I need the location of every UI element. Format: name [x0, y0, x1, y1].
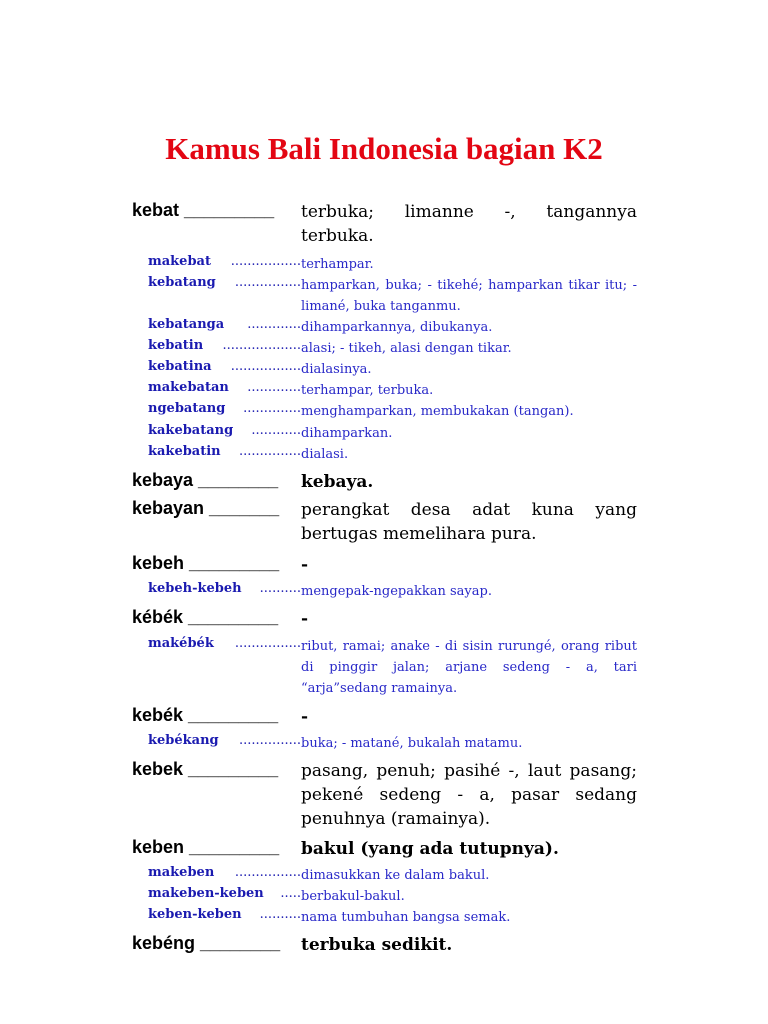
- subentry-word: kebatanga: [148, 317, 225, 332]
- subentry-word: kebatang: [148, 275, 216, 290]
- subentry-definition: dialasi.: [301, 447, 349, 462]
- subentry-word: kebatin: [148, 338, 204, 353]
- subentry-word: keben-keben: [148, 907, 242, 922]
- entry-definition: -: [301, 555, 309, 575]
- subentry-definition: dialasinya.: [301, 362, 372, 377]
- entry-definition: terbuka sedikit.: [301, 935, 453, 955]
- subentry-word: kebeh-kebeh: [148, 581, 242, 596]
- subentry-definition: terhampar.: [301, 257, 374, 272]
- subentry: [148, 359, 637, 380]
- subentry-word: kakebatin: [148, 444, 221, 459]
- subentry: [148, 886, 637, 907]
- subentry: [148, 444, 637, 465]
- entry-headword: kébék _________: [132, 607, 279, 627]
- entry-headword: kebaya ________: [132, 470, 279, 490]
- subentry-dots: ...............: [239, 444, 301, 459]
- subentry-dots: .................: [230, 359, 301, 374]
- entry-kebek-2: [132, 705, 637, 729]
- entry-headword: kebéng ________: [132, 933, 281, 953]
- subentry: [148, 401, 637, 422]
- subentry-dots: .............: [247, 380, 301, 395]
- subentry: [148, 907, 637, 928]
- subentry: [148, 733, 637, 754]
- subentry-dots: ............: [251, 423, 301, 438]
- subentry: [148, 636, 637, 699]
- entry-definition: -: [301, 609, 309, 629]
- subentry: [148, 581, 637, 602]
- subentry: [148, 380, 637, 401]
- subentry-definition: buka; - matané, bukalah matamu.: [301, 736, 523, 751]
- entry-headword: kebek _________: [132, 759, 279, 779]
- subentry-dots: ................: [234, 865, 301, 880]
- subentry-dots: ................: [234, 275, 301, 290]
- subentry-definition: berbakul-bakul.: [301, 889, 405, 904]
- subentry-definition: dihamparkan.: [301, 426, 393, 441]
- subentry-word: makebat: [148, 254, 211, 269]
- subentry-definition: dimasukkan ke dalam bakul.: [301, 868, 490, 883]
- subentry-dots: ................: [234, 636, 301, 651]
- subentry-definition: mengepak-ngepakkan sayap.: [301, 584, 492, 599]
- subentry-dots: ..........: [259, 581, 301, 596]
- subentry-word: makébék: [148, 636, 214, 651]
- entry-kebat: [132, 200, 637, 248]
- subentry-word: ngebatang: [148, 401, 226, 416]
- subentry-definition: ribut, ramai; anake - di sisin rurungé, orang ribut di pinggir jalan; arjane sedeng - a, tari “arja”sedang ramainya.: [301, 639, 637, 696]
- subentry-dots: ..............: [243, 401, 301, 416]
- entry-headword: kebayan _______: [132, 498, 280, 518]
- subentry-dots: ...............: [239, 733, 301, 748]
- subentry-definition: alasi; - tikeh, alasi dengan tikar.: [301, 341, 512, 356]
- entry-headword: keben _________: [132, 837, 280, 857]
- subentry-dots: ...................: [222, 338, 301, 353]
- entry-kebeng: [132, 933, 637, 957]
- entry-definition: terbuka; limanne -, tangannya terbuka.: [301, 202, 637, 246]
- subentry: [148, 423, 637, 444]
- entry-headword: kebat _________: [132, 200, 275, 220]
- subentry-definition: menghamparkan, membukakan (tangan).: [301, 404, 574, 419]
- subentry: [148, 275, 637, 317]
- entry-kebeh: [132, 553, 637, 577]
- subentry: [148, 317, 637, 338]
- subentry-word: kebatina: [148, 359, 212, 374]
- entry-definition: kebaya.: [301, 472, 374, 492]
- entry-kebek-1: [132, 607, 637, 631]
- entry-definition: bakul (yang ada tutupnya).: [301, 839, 559, 859]
- subentry-definition: nama tumbuhan bangsa semak.: [301, 910, 511, 925]
- subentry-dots: .....: [280, 886, 301, 901]
- entry-keben: [132, 837, 637, 861]
- subentry: [148, 338, 637, 359]
- entry-kebaya: [132, 470, 637, 494]
- subentry-word: kebékang: [148, 733, 219, 748]
- subentry-word: makeben: [148, 865, 215, 880]
- entry-kebek-3: [132, 759, 637, 831]
- subentry: [148, 254, 637, 275]
- subentry-definition: dihamparkannya, dibukanya.: [301, 320, 493, 335]
- entry-definition: -: [301, 707, 309, 727]
- subentry-dots: ..........: [259, 907, 301, 922]
- entry-kebayan: [132, 498, 637, 546]
- entry-definition: pasang, penuh; pasihé -, laut pasang; pekené sedeng - a, pasar sedang penuhnya (ramainya).: [301, 761, 637, 829]
- subentry-dots: .............: [247, 317, 301, 332]
- subentry-definition: hamparkan, buka; - tikehé; hamparkan tikar itu; - limané, buka tanganmu.: [301, 278, 637, 314]
- subentry-dots: .................: [230, 254, 301, 269]
- subentry: [148, 865, 637, 886]
- subentry-word: kakebatang: [148, 423, 234, 438]
- page-title: Kamus Bali Indonesia bagian K2: [165, 131, 603, 166]
- entry-headword: kebeh _________: [132, 553, 280, 573]
- entry-headword: kebék _________: [132, 705, 279, 725]
- entry-definition: perangkat desa adat kuna yang bertugas memelihara pura.: [301, 500, 637, 544]
- subentry-word: makebatan: [148, 380, 229, 395]
- subentry-word: makeben-keben: [148, 886, 264, 901]
- subentry-definition: terhampar, terbuka.: [301, 383, 434, 398]
